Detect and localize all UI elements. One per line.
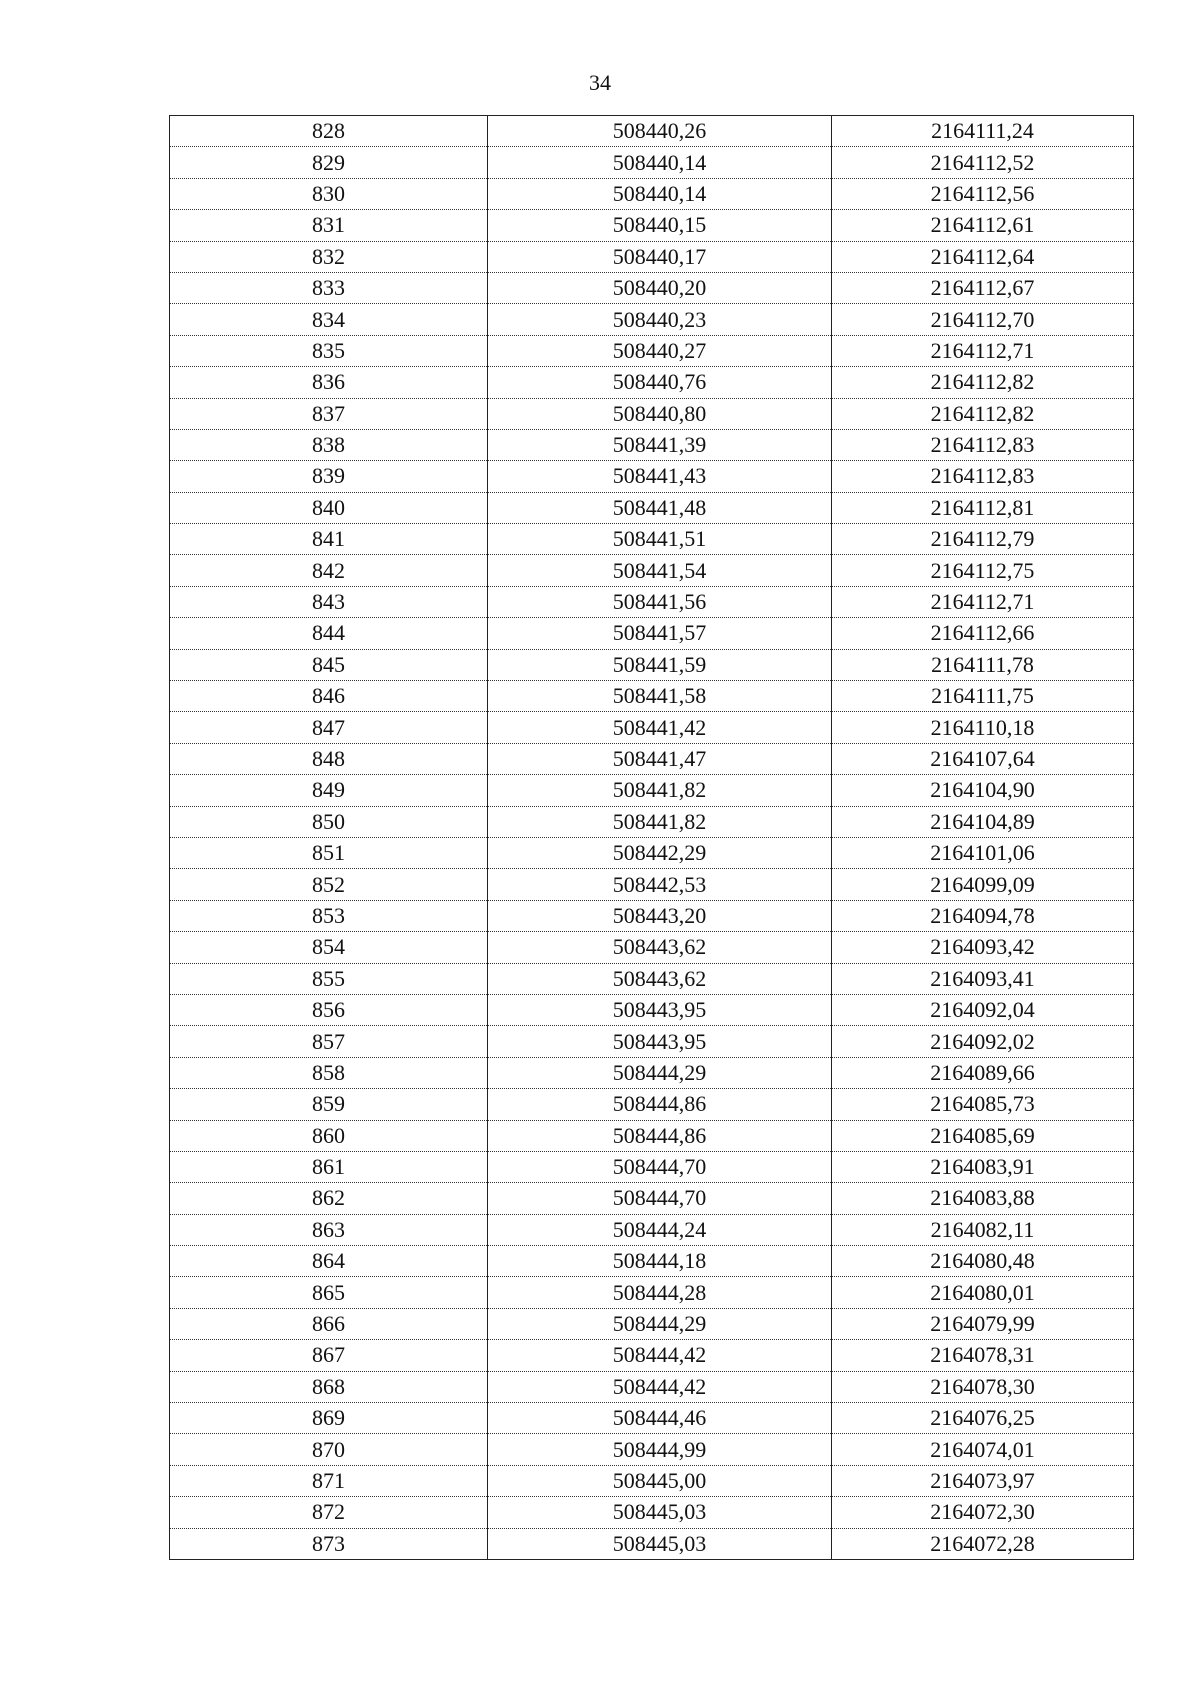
point-number-cell: 849: [170, 775, 488, 806]
y-coordinate-cell: 2164093,41: [832, 963, 1134, 994]
coordinates-table: [169, 115, 1134, 1560]
x-coordinate-cell: 508445,03: [488, 1528, 832, 1559]
y-coordinate-cell: 2164112,79: [832, 524, 1134, 555]
x-coordinate-cell: 508441,43: [488, 461, 832, 492]
point-number-cell: 862: [170, 1183, 488, 1214]
x-coordinate-cell: 508441,51: [488, 524, 832, 555]
point-number-cell: 854: [170, 932, 488, 963]
y-coordinate-cell: 2164110,18: [832, 712, 1134, 743]
x-coordinate-cell: 508444,86: [488, 1089, 832, 1120]
x-coordinate-cell: 508441,82: [488, 806, 832, 837]
x-coordinate-cell: 508440,17: [488, 241, 832, 272]
table-row: [170, 304, 1134, 335]
x-coordinate-cell: 508444,29: [488, 1057, 832, 1088]
y-coordinate-cell: 2164112,71: [832, 335, 1134, 366]
x-coordinate-cell: 508441,47: [488, 743, 832, 774]
y-coordinate-cell: 2164101,06: [832, 837, 1134, 868]
x-coordinate-cell: 508441,56: [488, 586, 832, 617]
x-coordinate-cell: 508443,95: [488, 994, 832, 1025]
point-number-cell: 870: [170, 1434, 488, 1465]
table-row: [170, 116, 1134, 147]
table-row: [170, 1308, 1134, 1339]
point-number-cell: 842: [170, 555, 488, 586]
point-number-cell: 846: [170, 681, 488, 712]
y-coordinate-cell: 2164080,48: [832, 1246, 1134, 1277]
table-row: [170, 1120, 1134, 1151]
y-coordinate-cell: 2164112,61: [832, 210, 1134, 241]
y-coordinate-cell: 2164072,28: [832, 1528, 1134, 1559]
table-row: [170, 398, 1134, 429]
table-row: [170, 994, 1134, 1025]
y-coordinate-cell: 2164112,66: [832, 618, 1134, 649]
table-row: [170, 1528, 1134, 1559]
point-number-cell: 863: [170, 1214, 488, 1245]
x-coordinate-cell: 508440,15: [488, 210, 832, 241]
y-coordinate-cell: 2164099,09: [832, 869, 1134, 900]
point-number-cell: 860: [170, 1120, 488, 1151]
y-coordinate-cell: 2164112,82: [832, 367, 1134, 398]
point-number-cell: 840: [170, 492, 488, 523]
x-coordinate-cell: 508441,54: [488, 555, 832, 586]
y-coordinate-cell: 2164094,78: [832, 900, 1134, 931]
point-number-cell: 871: [170, 1465, 488, 1496]
table-row: [170, 367, 1134, 398]
table-row: [170, 1151, 1134, 1182]
y-coordinate-cell: 2164112,81: [832, 492, 1134, 523]
table-row: [170, 618, 1134, 649]
table-row: [170, 806, 1134, 837]
y-coordinate-cell: 2164112,82: [832, 398, 1134, 429]
x-coordinate-cell: 508442,29: [488, 837, 832, 868]
y-coordinate-cell: 2164112,71: [832, 586, 1134, 617]
x-coordinate-cell: 508441,57: [488, 618, 832, 649]
table-row: [170, 555, 1134, 586]
table-row: [170, 1434, 1134, 1465]
table-row: [170, 1057, 1134, 1088]
x-coordinate-cell: 508441,58: [488, 681, 832, 712]
x-coordinate-cell: 508443,62: [488, 932, 832, 963]
y-coordinate-cell: 2164112,64: [832, 241, 1134, 272]
point-number-cell: 853: [170, 900, 488, 931]
x-coordinate-cell: 508441,42: [488, 712, 832, 743]
point-number-cell: 833: [170, 272, 488, 303]
point-number-cell: 852: [170, 869, 488, 900]
x-coordinate-cell: 508444,24: [488, 1214, 832, 1245]
point-number-cell: 845: [170, 649, 488, 680]
table-row: [170, 963, 1134, 994]
point-number-cell: 831: [170, 210, 488, 241]
point-number-cell: 836: [170, 367, 488, 398]
table-row: [170, 743, 1134, 774]
point-number-cell: 829: [170, 147, 488, 178]
table-row: [170, 492, 1134, 523]
table-row: [170, 869, 1134, 900]
point-number-cell: 838: [170, 429, 488, 460]
point-number-cell: 865: [170, 1277, 488, 1308]
x-coordinate-cell: 508440,14: [488, 178, 832, 209]
point-number-cell: 859: [170, 1089, 488, 1120]
y-coordinate-cell: 2164112,52: [832, 147, 1134, 178]
x-coordinate-cell: 508441,39: [488, 429, 832, 460]
y-coordinate-cell: 2164112,75: [832, 555, 1134, 586]
table-row: [170, 1465, 1134, 1496]
y-coordinate-cell: 2164080,01: [832, 1277, 1134, 1308]
y-coordinate-cell: 2164089,66: [832, 1057, 1134, 1088]
table-row: [170, 524, 1134, 555]
point-number-cell: 828: [170, 116, 488, 147]
point-number-cell: 839: [170, 461, 488, 492]
table-row: [170, 1026, 1134, 1057]
table-row: [170, 1371, 1134, 1402]
point-number-cell: 861: [170, 1151, 488, 1182]
y-coordinate-cell: 2164079,99: [832, 1308, 1134, 1339]
x-coordinate-cell: 508444,18: [488, 1246, 832, 1277]
y-coordinate-cell: 2164092,02: [832, 1026, 1134, 1057]
coordinates-table-body: [170, 116, 1134, 1560]
point-number-cell: 844: [170, 618, 488, 649]
x-coordinate-cell: 508440,23: [488, 304, 832, 335]
table-row: [170, 1089, 1134, 1120]
x-coordinate-cell: 508444,99: [488, 1434, 832, 1465]
y-coordinate-cell: 2164078,30: [832, 1371, 1134, 1402]
table-row: [170, 1340, 1134, 1371]
table-row: [170, 241, 1134, 272]
point-number-cell: 855: [170, 963, 488, 994]
y-coordinate-cell: 2164111,24: [832, 116, 1134, 147]
point-number-cell: 857: [170, 1026, 488, 1057]
point-number-cell: 832: [170, 241, 488, 272]
table-row: [170, 272, 1134, 303]
point-number-cell: 869: [170, 1403, 488, 1434]
table-row: [170, 461, 1134, 492]
table-row: [170, 147, 1134, 178]
x-coordinate-cell: 508443,95: [488, 1026, 832, 1057]
x-coordinate-cell: 508443,62: [488, 963, 832, 994]
point-number-cell: 834: [170, 304, 488, 335]
y-coordinate-cell: 2164104,89: [832, 806, 1134, 837]
y-coordinate-cell: 2164107,64: [832, 743, 1134, 774]
table-row: [170, 837, 1134, 868]
x-coordinate-cell: 508442,53: [488, 869, 832, 900]
point-number-cell: 847: [170, 712, 488, 743]
table-row: [170, 681, 1134, 712]
y-coordinate-cell: 2164083,88: [832, 1183, 1134, 1214]
table-row: [170, 712, 1134, 743]
point-number-cell: 858: [170, 1057, 488, 1088]
table-row: [170, 932, 1134, 963]
point-number-cell: 864: [170, 1246, 488, 1277]
x-coordinate-cell: 508440,76: [488, 367, 832, 398]
y-coordinate-cell: 2164083,91: [832, 1151, 1134, 1182]
table-row: [170, 1214, 1134, 1245]
point-number-cell: 848: [170, 743, 488, 774]
x-coordinate-cell: 508444,42: [488, 1371, 832, 1402]
y-coordinate-cell: 2164112,83: [832, 461, 1134, 492]
point-number-cell: 835: [170, 335, 488, 366]
y-coordinate-cell: 2164111,78: [832, 649, 1134, 680]
y-coordinate-cell: 2164093,42: [832, 932, 1134, 963]
y-coordinate-cell: 2164078,31: [832, 1340, 1134, 1371]
table-row: [170, 335, 1134, 366]
x-coordinate-cell: 508440,27: [488, 335, 832, 366]
x-coordinate-cell: 508444,29: [488, 1308, 832, 1339]
point-number-cell: 830: [170, 178, 488, 209]
y-coordinate-cell: 2164085,69: [832, 1120, 1134, 1151]
table-row: [170, 178, 1134, 209]
table-row: [170, 1403, 1134, 1434]
point-number-cell: 841: [170, 524, 488, 555]
x-coordinate-cell: 508444,28: [488, 1277, 832, 1308]
table-row: [170, 1183, 1134, 1214]
y-coordinate-cell: 2164112,56: [832, 178, 1134, 209]
x-coordinate-cell: 508444,70: [488, 1151, 832, 1182]
point-number-cell: 867: [170, 1340, 488, 1371]
x-coordinate-cell: 508445,00: [488, 1465, 832, 1496]
x-coordinate-cell: 508444,46: [488, 1403, 832, 1434]
y-coordinate-cell: 2164082,11: [832, 1214, 1134, 1245]
x-coordinate-cell: 508441,48: [488, 492, 832, 523]
table-row: [170, 1497, 1134, 1528]
point-number-cell: 868: [170, 1371, 488, 1402]
y-coordinate-cell: 2164111,75: [832, 681, 1134, 712]
table-row: [170, 775, 1134, 806]
x-coordinate-cell: 508441,59: [488, 649, 832, 680]
y-coordinate-cell: 2164074,01: [832, 1434, 1134, 1465]
x-coordinate-cell: 508444,70: [488, 1183, 832, 1214]
table-row: [170, 900, 1134, 931]
x-coordinate-cell: 508443,20: [488, 900, 832, 931]
table-row: [170, 1277, 1134, 1308]
y-coordinate-cell: 2164112,67: [832, 272, 1134, 303]
page-number: 34: [589, 70, 611, 95]
x-coordinate-cell: 508441,82: [488, 775, 832, 806]
table-row: [170, 1246, 1134, 1277]
table-row: [170, 649, 1134, 680]
point-number-cell: 873: [170, 1528, 488, 1559]
y-coordinate-cell: 2164076,25: [832, 1403, 1134, 1434]
point-number-cell: 856: [170, 994, 488, 1025]
x-coordinate-cell: 508444,42: [488, 1340, 832, 1371]
x-coordinate-cell: 508440,80: [488, 398, 832, 429]
y-coordinate-cell: 2164104,90: [832, 775, 1134, 806]
x-coordinate-cell: 508440,26: [488, 116, 832, 147]
y-coordinate-cell: 2164085,73: [832, 1089, 1134, 1120]
point-number-cell: 866: [170, 1308, 488, 1339]
x-coordinate-cell: 508445,03: [488, 1497, 832, 1528]
table-row: [170, 429, 1134, 460]
point-number-cell: 851: [170, 837, 488, 868]
point-number-cell: 843: [170, 586, 488, 617]
x-coordinate-cell: 508444,86: [488, 1120, 832, 1151]
y-coordinate-cell: 2164112,70: [832, 304, 1134, 335]
y-coordinate-cell: 2164112,83: [832, 429, 1134, 460]
x-coordinate-cell: 508440,14: [488, 147, 832, 178]
table-row: [170, 586, 1134, 617]
table-row: [170, 210, 1134, 241]
y-coordinate-cell: 2164073,97: [832, 1465, 1134, 1496]
point-number-cell: 850: [170, 806, 488, 837]
point-number-cell: 872: [170, 1497, 488, 1528]
point-number-cell: 837: [170, 398, 488, 429]
y-coordinate-cell: 2164072,30: [832, 1497, 1134, 1528]
x-coordinate-cell: 508440,20: [488, 272, 832, 303]
y-coordinate-cell: 2164092,04: [832, 994, 1134, 1025]
